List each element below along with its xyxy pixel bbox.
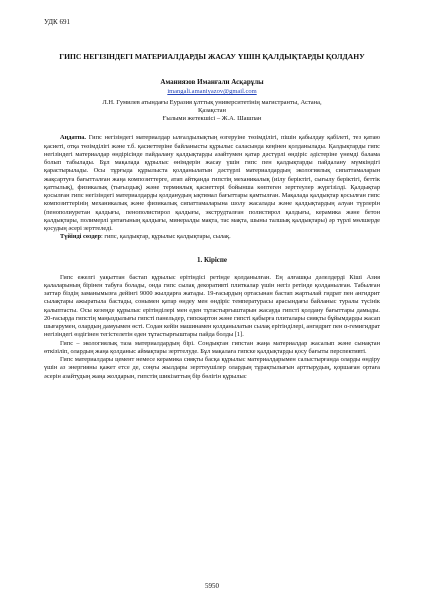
author-name: Аманиязов Иманғали Асқарұлы: [160, 78, 264, 86]
supervisor: Ғылыми жетекшісі – Ж.А. Шашпан: [162, 115, 262, 123]
affiliation-line-2: Қазақстан: [198, 107, 226, 115]
abstract: [44, 134, 380, 233]
udc-code: УДК 691: [44, 18, 70, 26]
abstract-label: Аңдатпа.: [60, 134, 86, 142]
keywords-label: Түйінді сөздер: [60, 233, 102, 241]
body-paragraph: Гипс материалдары цемент немесе керамика сияқты басқа құрылыс материалдарымен салыстырғанда оларды өндіру үшін аз энергияны қажет етсе де, соңғы жылдары зерттеушілер олардың тұрақтылығын арттырудың, қоршаған ортаға әсерін азайтудың жаңа жолдарын, гипстің шикізаттың бір бөлігін құрылыс: [44, 356, 380, 380]
section-heading-introduction: 1. Кіріспе: [196, 255, 228, 264]
affiliation-line-1: Л.Н. Гумилев атындағы Еуразия ұлттық университетінің магистранты, Астана,: [102, 99, 322, 106]
author-email-link[interactable]: imangali.amaniyazov@gmail.com: [167, 88, 257, 95]
page-number: 5950: [205, 582, 219, 590]
body-paragraph: Гипс – экологиялық таза материалдардың бірі. Сондықтан гипстан жаңа материалдар жасалып және сынақтан өткізіліп, олардың жаңа қолданыс аймақтары зерттелуде. Бұл мақалаға гипске қалдықтарды қосу бағыты перспективті.: [44, 339, 380, 355]
keywords-text: : гипс, қалдықтар, құрылыс қалдықтары, сылақ.: [101, 233, 231, 241]
abstract-text: Гипс негізіндегі материалдар ылғалдылықтың өзгеруіне төзімділігі, пішін қабылдау қабілеті, тез қатаю қасиеті, отқа төзімділігі және т.б. қасиеттеріне байланысты құрылыс саласында кеңінен қолданылады. Қалдықтарды гипс негізіндегі материалдар өндірісінде пайдалану қалдықтарды азайтумен қатар дәстүрлі өндіріс әдістеріне үнемді балама болып табылады. Бұл мақалада құрылыс өнімдерін жасау үшін гипс пен қалдықтарды пайдалану мүмкіндігі қарастырылады. Осы тұрғыда құрылыста қолданылатын дәстүрлі материалдардың экологиялық сипаттамаларын жақсартуға бағытталған жаңа композиттерге, атап айтқанда гипстің механикалық (иілу беріктігі, сығылу беріктігі, беттік қаттылық), физикалық (тығыздық) және термиялық қасиеттері бойынша көптеген зерттеулер жүргізілді. Қалдықтар қосылған гипс негізіндегі материалдарды қолданудың ықтимал бағыттары қамтылған. Мақалада қалдықтар қосылған гипс композиттерінің механикалық және физикалық сипаттамаларына шолу жасалады және қалдықтардың алуан түрлерін (пенополиуретан қалдығы, пенополистирол қалдығы, экструдталған полистирол қалдығы, керамика және бетон қалдықтары, полимерлі ұнтағының қалдығы, минералды мақта, тас мақта, шыны талшық қалдықтары) әр түрлі мөлшерде қосудың әсері зерттеледі.: [44, 134, 380, 233]
body-paragraph: Гипс ежелгі уақыттан бастап құрылыс ерітіндісі ретінде қолданылған. Ең алғашқы дәлелдерді Кіші Азия қалаларының бірінен табуға болады, онда гипс сылақ декоративті плиткалар үшін негіз ретінде қолданылған. Табылған заттар біздің заманымызға дейінгі 9000 жылдарға жатады. 19-ғасырдың ортасынан бастап жартылай гидрат пен ангидрит сылақтары ажыратыла бастады, сонымен қатар өндеу мен өндіріс температурасы арасындағы байланыс туралы түсінік қалыптасты. Осы кезеңде құрылыс ерітінділері мен еден тұтастырғыштарын жасауда гипсті қолдану бағыттары дамыды. 20-ғасырда гипстің маңыздылығы гипсті панельдер, гипскартон және гипсті қабырға плиталары сияқты бұйымдарды жасап шығарумен, олардың дамуымен өсті. Содан кейін машинамен қолданылатын сылақ ерітінділері, ангидрит пен α-гемигидрат негізіндегі өздігінен тегістелетін еден тұтастырғыштары пайда болды [1].: [44, 273, 380, 339]
paper-title: ГИПС НЕГІЗІНДЕГІ МАТЕРИАЛДАРДЫ ЖАСАУ ҮШІН ҚАЛДЫҚТАРДЫ ҚОЛДАНУ: [59, 52, 365, 61]
keywords: [44, 233, 380, 241]
